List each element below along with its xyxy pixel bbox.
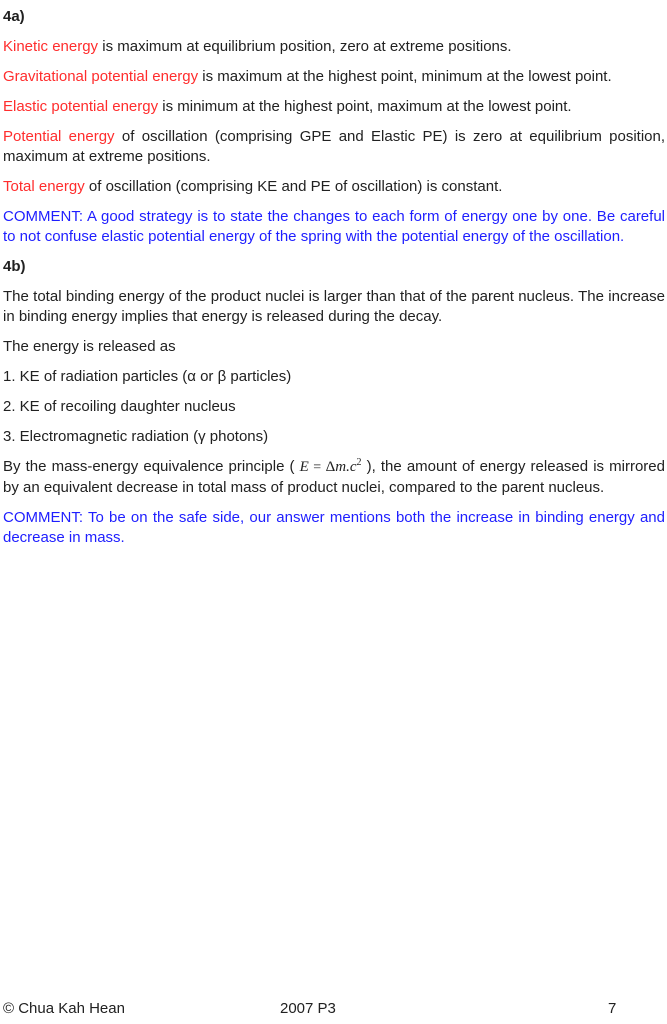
statement-kinetic-energy bbox=[3, 37, 665, 57]
section-4b-heading: 4b) bbox=[3, 258, 26, 275]
mass-energy-formula bbox=[300, 459, 362, 475]
statement-potential-energy bbox=[3, 127, 665, 167]
page-footer bbox=[0, 999, 667, 1019]
list-item-ke-daughter: 2. KE of recoiling daughter nucleus bbox=[3, 398, 236, 415]
statement-gravitational-pe bbox=[3, 67, 665, 87]
paragraph-mass-energy-before: By the mass-energy equivalence principle ( bbox=[3, 458, 300, 475]
statement-elastic-pe bbox=[3, 97, 665, 117]
statement-elastic-pe-text: is minimum at the highest point, maximum at the lowest point. bbox=[158, 98, 572, 115]
term-potential-energy: Potential energy bbox=[3, 128, 115, 145]
statement-kinetic-energy-text: is maximum at equilibrium position, zero at extreme positions. bbox=[98, 38, 512, 55]
section-4a-heading: 4a) bbox=[3, 8, 25, 25]
term-kinetic-energy: Kinetic energy bbox=[3, 38, 99, 55]
list-item-ke-radiation: 1. KE of radiation particles (α or β particles) bbox=[3, 368, 292, 385]
footer-page-number: 7 bbox=[608, 1000, 617, 1017]
paragraph-mass-energy bbox=[3, 457, 665, 498]
formula-equals: = bbox=[308, 460, 326, 475]
comment-4b: COMMENT: To be on the safe side, our answer mentions both the increase in binding energy and decrease in mass. bbox=[3, 509, 665, 546]
statement-gravitational-pe-text: is maximum at the highest point, minimum at the lowest point. bbox=[198, 68, 612, 85]
formula-E: E bbox=[299, 459, 309, 475]
statement-potential-energy-text: of oscillation (comprising GPE and Elastic PE) is zero at equilibrium position, maximum at extreme positions. bbox=[3, 128, 666, 165]
footer-paper-label: 2007 P3 bbox=[280, 1000, 336, 1017]
paragraph-binding-energy: The total binding energy of the product nuclei is larger than that of the parent nucleus. The increase in binding energy implies that energy is released during the decay. bbox=[3, 288, 665, 325]
comment-4a: COMMENT: A good strategy is to state the changes to each form of energy one by one. Be careful to not confuse elastic potential energy of the spring with the potential energy of the oscillation. bbox=[3, 208, 665, 245]
term-elastic-pe: Elastic potential energy bbox=[3, 98, 159, 115]
statement-total-energy bbox=[3, 177, 665, 197]
statement-total-energy-text: of oscillation (comprising KE and PE of oscillation) is constant. bbox=[84, 178, 503, 195]
formula-exponent: 2 bbox=[356, 457, 362, 468]
paragraph-energy-released-as: The energy is released as bbox=[3, 338, 176, 355]
paragraph-mass-energy-after: ), the amount of energy released is mirrored by an equivalent decrease in total mass of product nuclei, compared to the parent nucleus. bbox=[3, 458, 665, 496]
term-total-energy: Total energy bbox=[3, 178, 85, 195]
formula-delta: Δ bbox=[325, 459, 336, 475]
formula-mc: m.c bbox=[335, 459, 357, 475]
list-item-em-radiation: 3. Electromagnetic radiation (γ photons) bbox=[3, 428, 269, 445]
footer-copyright: © Chua Kah Hean bbox=[3, 1000, 125, 1017]
term-gravitational-pe: Gravitational potential energy bbox=[3, 68, 199, 85]
